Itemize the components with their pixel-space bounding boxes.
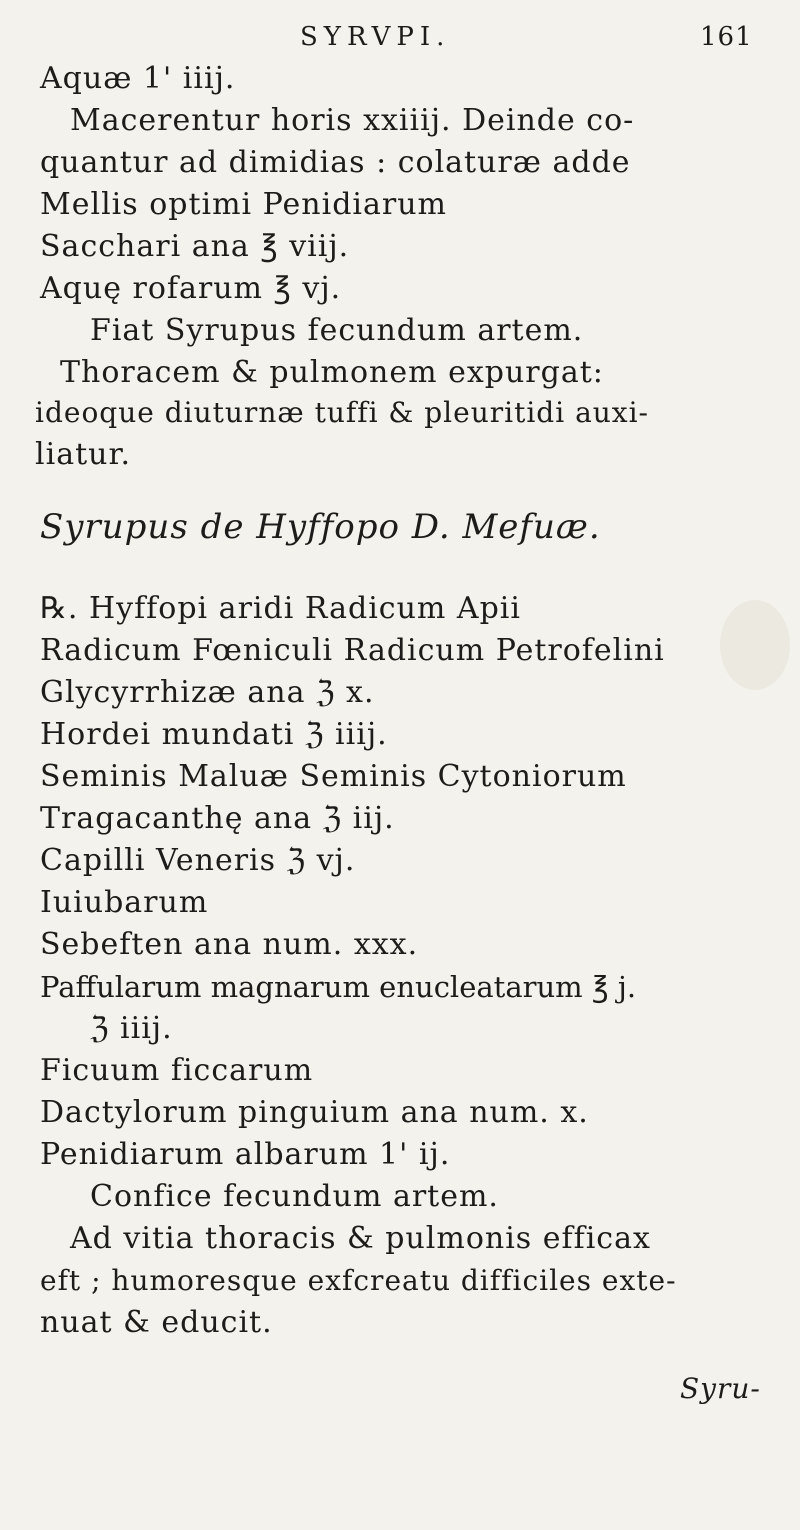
- recipe-line: Paffularum magnarum enucleatarum ℥ j.: [40, 970, 637, 1004]
- text-line: Aquę rofarum ℥ vj.: [40, 271, 342, 306]
- recipe-line: nuat & educit.: [40, 1305, 273, 1340]
- paper-stain: [720, 600, 790, 690]
- text-line: Mellis optimi Penidiarum: [40, 187, 447, 222]
- recipe-line: Ad vitia thoracis & pulmonis efficax: [70, 1221, 651, 1256]
- text-line: Aquæ 1' iiij.: [40, 61, 236, 96]
- text-line: ideoque diuturnæ tuffi & pleuritidi auxi-: [35, 396, 650, 429]
- page-number: 161: [700, 22, 753, 52]
- text-line: Thoracem & pulmonem expurgat:: [60, 355, 604, 390]
- catchword: Syru-: [680, 1372, 761, 1405]
- running-title: SYRVPI.: [300, 22, 451, 52]
- text-line: quantur ad dimidias : colaturæ adde: [40, 145, 631, 180]
- recipe-line: Dactylorum pinguium ana num. x.: [40, 1095, 589, 1130]
- text-line: Sacchari ana ℥ viij.: [40, 229, 350, 264]
- recipe-line: Capilli Veneris ℨ vj.: [40, 843, 356, 878]
- recipe-line: ℨ iiij.: [90, 1011, 173, 1046]
- recipe-line: Tragacanthę ana ℨ iij.: [40, 801, 395, 836]
- recipe-line: Radicum Fœniculi Radicum Petrofelini: [40, 633, 665, 668]
- recipe-line: Hordei mundati ℨ iiij.: [40, 717, 388, 752]
- text-line: Fiat Syrupus fecundum artem.: [90, 313, 584, 348]
- section-title: Syrupus de Hyffopo D. Mefuæ.: [40, 507, 601, 547]
- recipe-line: Seminis Maluæ Seminis Cytoniorum: [40, 759, 627, 794]
- recipe-line: Confice fecundum artem.: [90, 1179, 499, 1214]
- text-line: liatur.: [35, 437, 132, 472]
- recipe-line: ℞. Hyffopi aridi Radicum Apii: [40, 591, 521, 626]
- recipe-line: Glycyrrhizæ ana ℨ x.: [40, 675, 375, 710]
- recipe-line: Iuiubarum: [40, 885, 209, 920]
- recipe-line: Sebeften ana num. xxx.: [40, 927, 419, 962]
- text-line: Macerentur horis xxiiij. Deinde co-: [70, 103, 635, 138]
- recipe-line: Ficuum ficcarum: [40, 1053, 314, 1088]
- recipe-line: eft ; humoresque exfcreatu difficiles exte-: [40, 1264, 677, 1297]
- recipe-line: Penidiarum albarum 1' ij.: [40, 1137, 451, 1172]
